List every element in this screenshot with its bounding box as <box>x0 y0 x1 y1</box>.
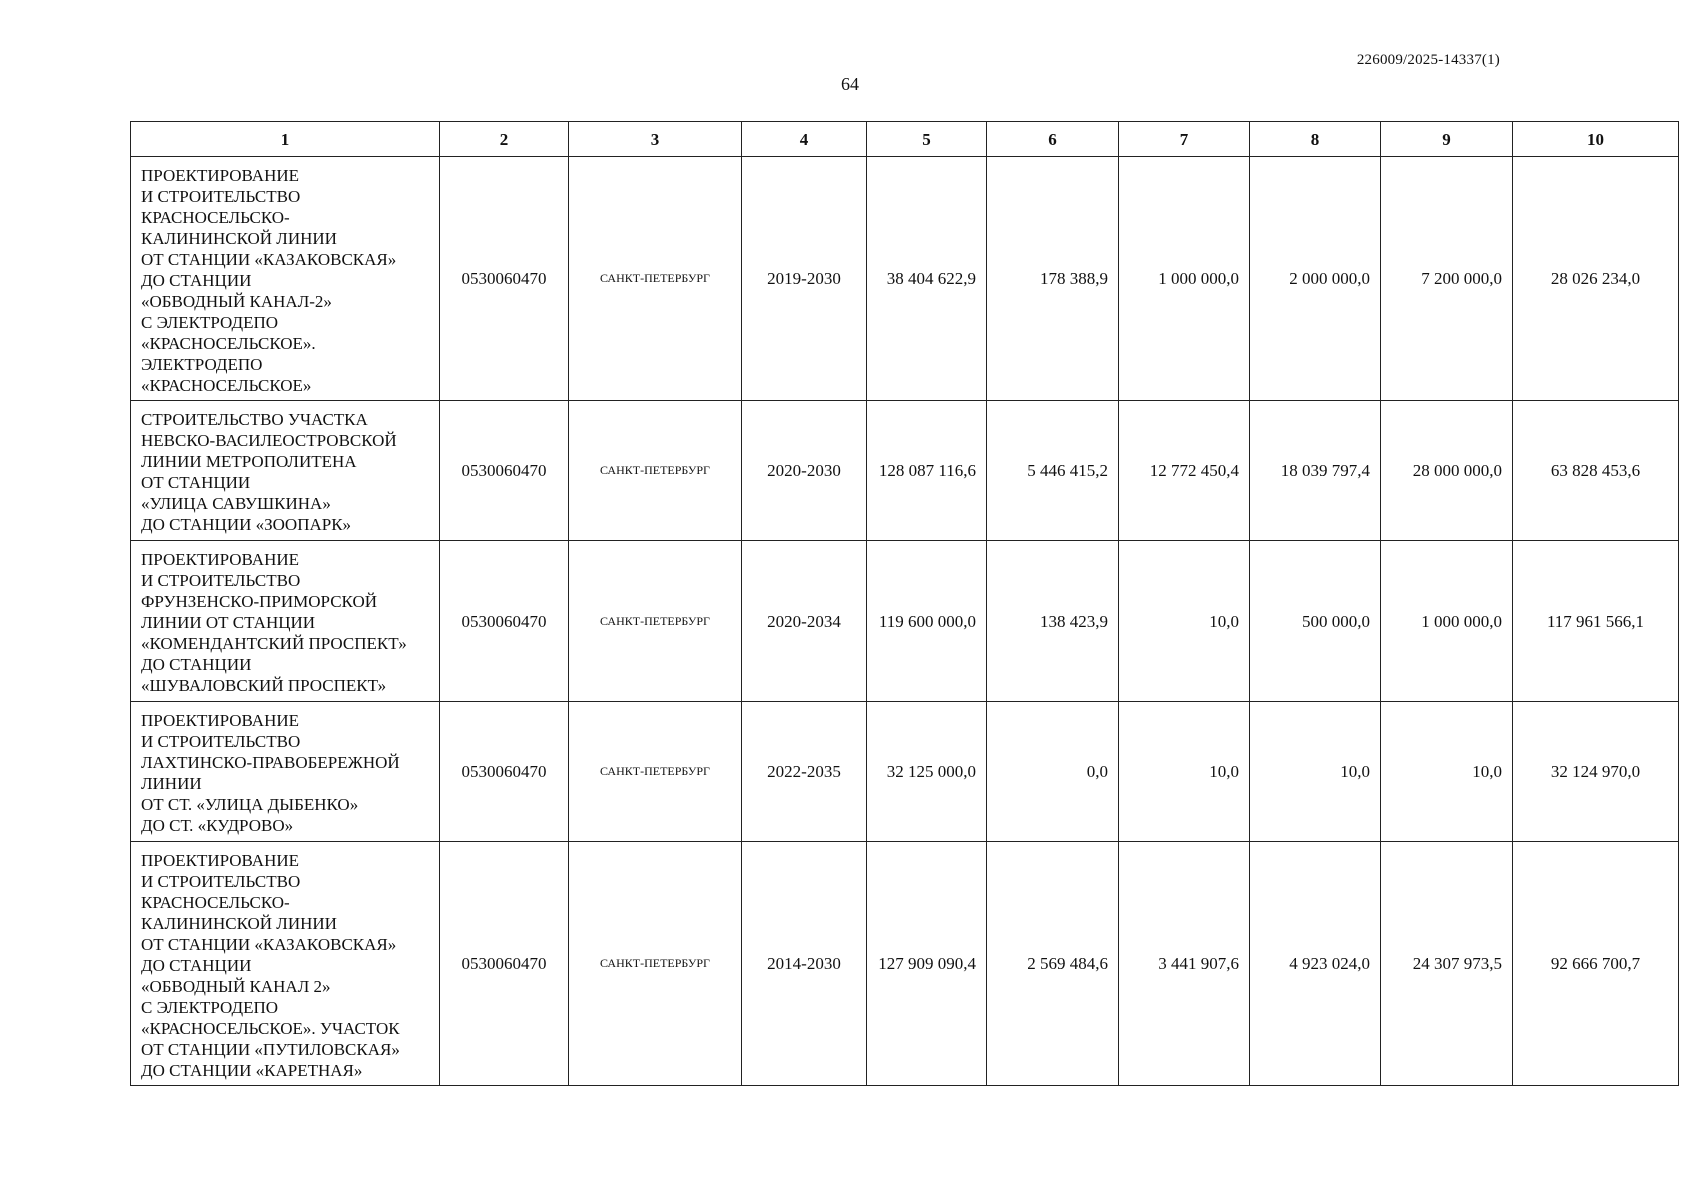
value-col-8: 10,0 <box>1250 702 1381 842</box>
object-name-line: И СТРОИТЕЛЬСТВО <box>141 872 301 891</box>
value-col-7: 12 772 450,4 <box>1119 401 1250 541</box>
object-name-line: СТРОИТЕЛЬСТВО УЧАСТКА <box>141 410 368 429</box>
table-row <box>131 541 1679 702</box>
value-col-7: 10,0 <box>1119 541 1250 702</box>
period-cell: 2019-2030 <box>742 157 867 401</box>
value-col-7: 1 000 000,0 <box>1119 157 1250 401</box>
page-number: 64 <box>841 74 859 94</box>
object-name-line: НЕВСКО-ВАСИЛЕОСТРОВСКОЙ <box>141 431 397 450</box>
object-name-line: КРАСНОСЕЛЬСКО- <box>141 208 290 227</box>
value-col-10: 32 124 970,0 <box>1513 702 1679 842</box>
object-name-line: ФРУНЗЕНСКО-ПРИМОРСКОЙ <box>141 592 378 611</box>
value-col-9: 1 000 000,0 <box>1381 541 1513 702</box>
object-name-cell <box>131 157 440 401</box>
value-col-9: 7 200 000,0 <box>1381 157 1513 401</box>
header-row <box>131 122 1679 157</box>
object-name-cell <box>131 842 440 1086</box>
object-name-line: «ОБВОДНЫЙ КАНАЛ-2» <box>141 292 332 311</box>
budget-code-cell: 0530060470 <box>440 541 569 702</box>
budget-code-cell: 0530060470 <box>440 401 569 541</box>
table-row <box>131 842 1679 1086</box>
object-name-line: И СТРОИТЕЛЬСТВО <box>141 571 301 590</box>
object-name-line: ПРОЕКТИРОВАНИЕ <box>141 550 300 569</box>
object-name-line: «УЛИЦА САВУШКИНА» <box>141 494 331 513</box>
header-col-4: 4 <box>742 122 867 157</box>
header-col-9: 9 <box>1381 122 1513 157</box>
header-col-7: 7 <box>1119 122 1250 157</box>
object-name-line: «КРАСНОСЕЛЬСКОЕ» <box>141 376 312 395</box>
object-name-line: ОТ СТАНЦИИ <box>141 473 251 492</box>
value-col-5: 119 600 000,0 <box>867 541 987 702</box>
object-name-line: ДО СТАНЦИИ «КАРЕТНАЯ» <box>141 1061 363 1080</box>
value-col-5: 128 087 116,6 <box>867 401 987 541</box>
period-cell: 2020-2030 <box>742 401 867 541</box>
object-name-cell <box>131 541 440 702</box>
table-row <box>131 401 1679 541</box>
table-row <box>131 702 1679 842</box>
value-col-8: 18 039 797,4 <box>1250 401 1381 541</box>
header-col-3: 3 <box>569 122 742 157</box>
object-name-line: «КРАСНОСЕЛЬСКОЕ». <box>141 334 316 353</box>
value-col-10: 92 666 700,7 <box>1513 842 1679 1086</box>
object-name-line: ОТ СТАНЦИИ «КАЗАКОВСКАЯ» <box>141 935 397 954</box>
object-name-line: И СТРОИТЕЛЬСТВО <box>141 732 301 751</box>
period-cell: 2022-2035 <box>742 702 867 842</box>
object-name-line: ДО СТ. «КУДРОВО» <box>141 816 294 835</box>
value-col-6: 178 388,9 <box>987 157 1119 401</box>
value-col-9: 24 307 973,5 <box>1381 842 1513 1086</box>
object-name-line: ДО СТАНЦИИ <box>141 956 252 975</box>
period-cell: 2014-2030 <box>742 842 867 1086</box>
value-col-6: 138 423,9 <box>987 541 1119 702</box>
object-name-line: ДО СТАНЦИИ <box>141 271 252 290</box>
object-name-line: ЛАХТИНСКО-ПРАВОБЕРЕЖНОЙ <box>141 753 400 772</box>
value-col-6: 5 446 415,2 <box>987 401 1119 541</box>
object-name-line: «КОМЕНДАНТСКИЙ ПРОСПЕКТ» <box>141 634 407 653</box>
object-name-line: ПРОЕКТИРОВАНИЕ <box>141 711 300 730</box>
city-cell: САНКТ-ПЕТЕРБУРГ <box>569 541 742 702</box>
header-col-8: 8 <box>1250 122 1381 157</box>
header-col-10: 10 <box>1513 122 1679 157</box>
value-col-10: 63 828 453,6 <box>1513 401 1679 541</box>
header-col-6: 6 <box>987 122 1119 157</box>
object-name-line: С ЭЛЕКТРОДЕПО <box>141 313 279 332</box>
value-col-8: 500 000,0 <box>1250 541 1381 702</box>
value-col-6: 0,0 <box>987 702 1119 842</box>
object-name-line: ЛИНИИ МЕТРОПОЛИТЕНА <box>141 452 357 471</box>
object-name-line: «ОБВОДНЫЙ КАНАЛ 2» <box>141 977 331 996</box>
budget-code-cell: 0530060470 <box>440 157 569 401</box>
value-col-5: 32 125 000,0 <box>867 702 987 842</box>
object-name-line: ОТ СТ. «УЛИЦА ДЫБЕНКО» <box>141 795 359 814</box>
header-col-2: 2 <box>440 122 569 157</box>
object-name-cell <box>131 702 440 842</box>
object-name-line: «КРАСНОСЕЛЬСКОЕ». УЧАСТОК <box>141 1019 400 1038</box>
header-col-5: 5 <box>867 122 987 157</box>
object-name-line: «ШУВАЛОВСКИЙ ПРОСПЕКТ» <box>141 676 387 695</box>
object-name-line: ЛИНИИ <box>141 774 202 793</box>
object-name-line: ПРОЕКТИРОВАНИЕ <box>141 851 300 870</box>
budget-code-cell: 0530060470 <box>440 702 569 842</box>
city-cell: САНКТ-ПЕТЕРБУРГ <box>569 842 742 1086</box>
period-cell: 2020-2034 <box>742 541 867 702</box>
city-cell: САНКТ-ПЕТЕРБУРГ <box>569 401 742 541</box>
value-col-8: 4 923 024,0 <box>1250 842 1381 1086</box>
budget-code-cell: 0530060470 <box>440 842 569 1086</box>
header-col-1: 1 <box>131 122 440 157</box>
investment-table <box>130 121 1679 1086</box>
value-col-8: 2 000 000,0 <box>1250 157 1381 401</box>
object-name-line: С ЭЛЕКТРОДЕПО <box>141 998 279 1017</box>
city-cell: САНКТ-ПЕТЕРБУРГ <box>569 157 742 401</box>
object-name-line: КАЛИНИНСКОЙ ЛИНИИ <box>141 914 337 933</box>
value-col-6: 2 569 484,6 <box>987 842 1119 1086</box>
value-col-7: 10,0 <box>1119 702 1250 842</box>
value-col-5: 127 909 090,4 <box>867 842 987 1086</box>
object-name-line: ПРОЕКТИРОВАНИЕ <box>141 166 300 185</box>
document-id: 226009/2025-14337(1) <box>1356 52 1500 68</box>
object-name-line: ОТ СТАНЦИИ «ПУТИЛОВСКАЯ» <box>141 1040 400 1059</box>
object-name-cell <box>131 401 440 541</box>
object-name-line: КРАСНОСЕЛЬСКО- <box>141 893 290 912</box>
object-name-line: ЭЛЕКТРОДЕПО <box>141 355 263 374</box>
city-cell: САНКТ-ПЕТЕРБУРГ <box>569 702 742 842</box>
object-name-line: ДО СТАНЦИИ «ЗООПАРК» <box>141 515 352 534</box>
value-col-9: 28 000 000,0 <box>1381 401 1513 541</box>
value-col-10: 117 961 566,1 <box>1513 541 1679 702</box>
object-name-line: ДО СТАНЦИИ <box>141 655 252 674</box>
value-col-10: 28 026 234,0 <box>1513 157 1679 401</box>
value-col-9: 10,0 <box>1381 702 1513 842</box>
value-col-7: 3 441 907,6 <box>1119 842 1250 1086</box>
value-col-5: 38 404 622,9 <box>867 157 987 401</box>
object-name-line: ЛИНИИ ОТ СТАНЦИИ <box>141 613 316 632</box>
object-name-line: И СТРОИТЕЛЬСТВО <box>141 187 301 206</box>
object-name-line: КАЛИНИНСКОЙ ЛИНИИ <box>141 229 337 248</box>
table-row <box>131 157 1679 401</box>
object-name-line: ОТ СТАНЦИИ «КАЗАКОВСКАЯ» <box>141 250 397 269</box>
